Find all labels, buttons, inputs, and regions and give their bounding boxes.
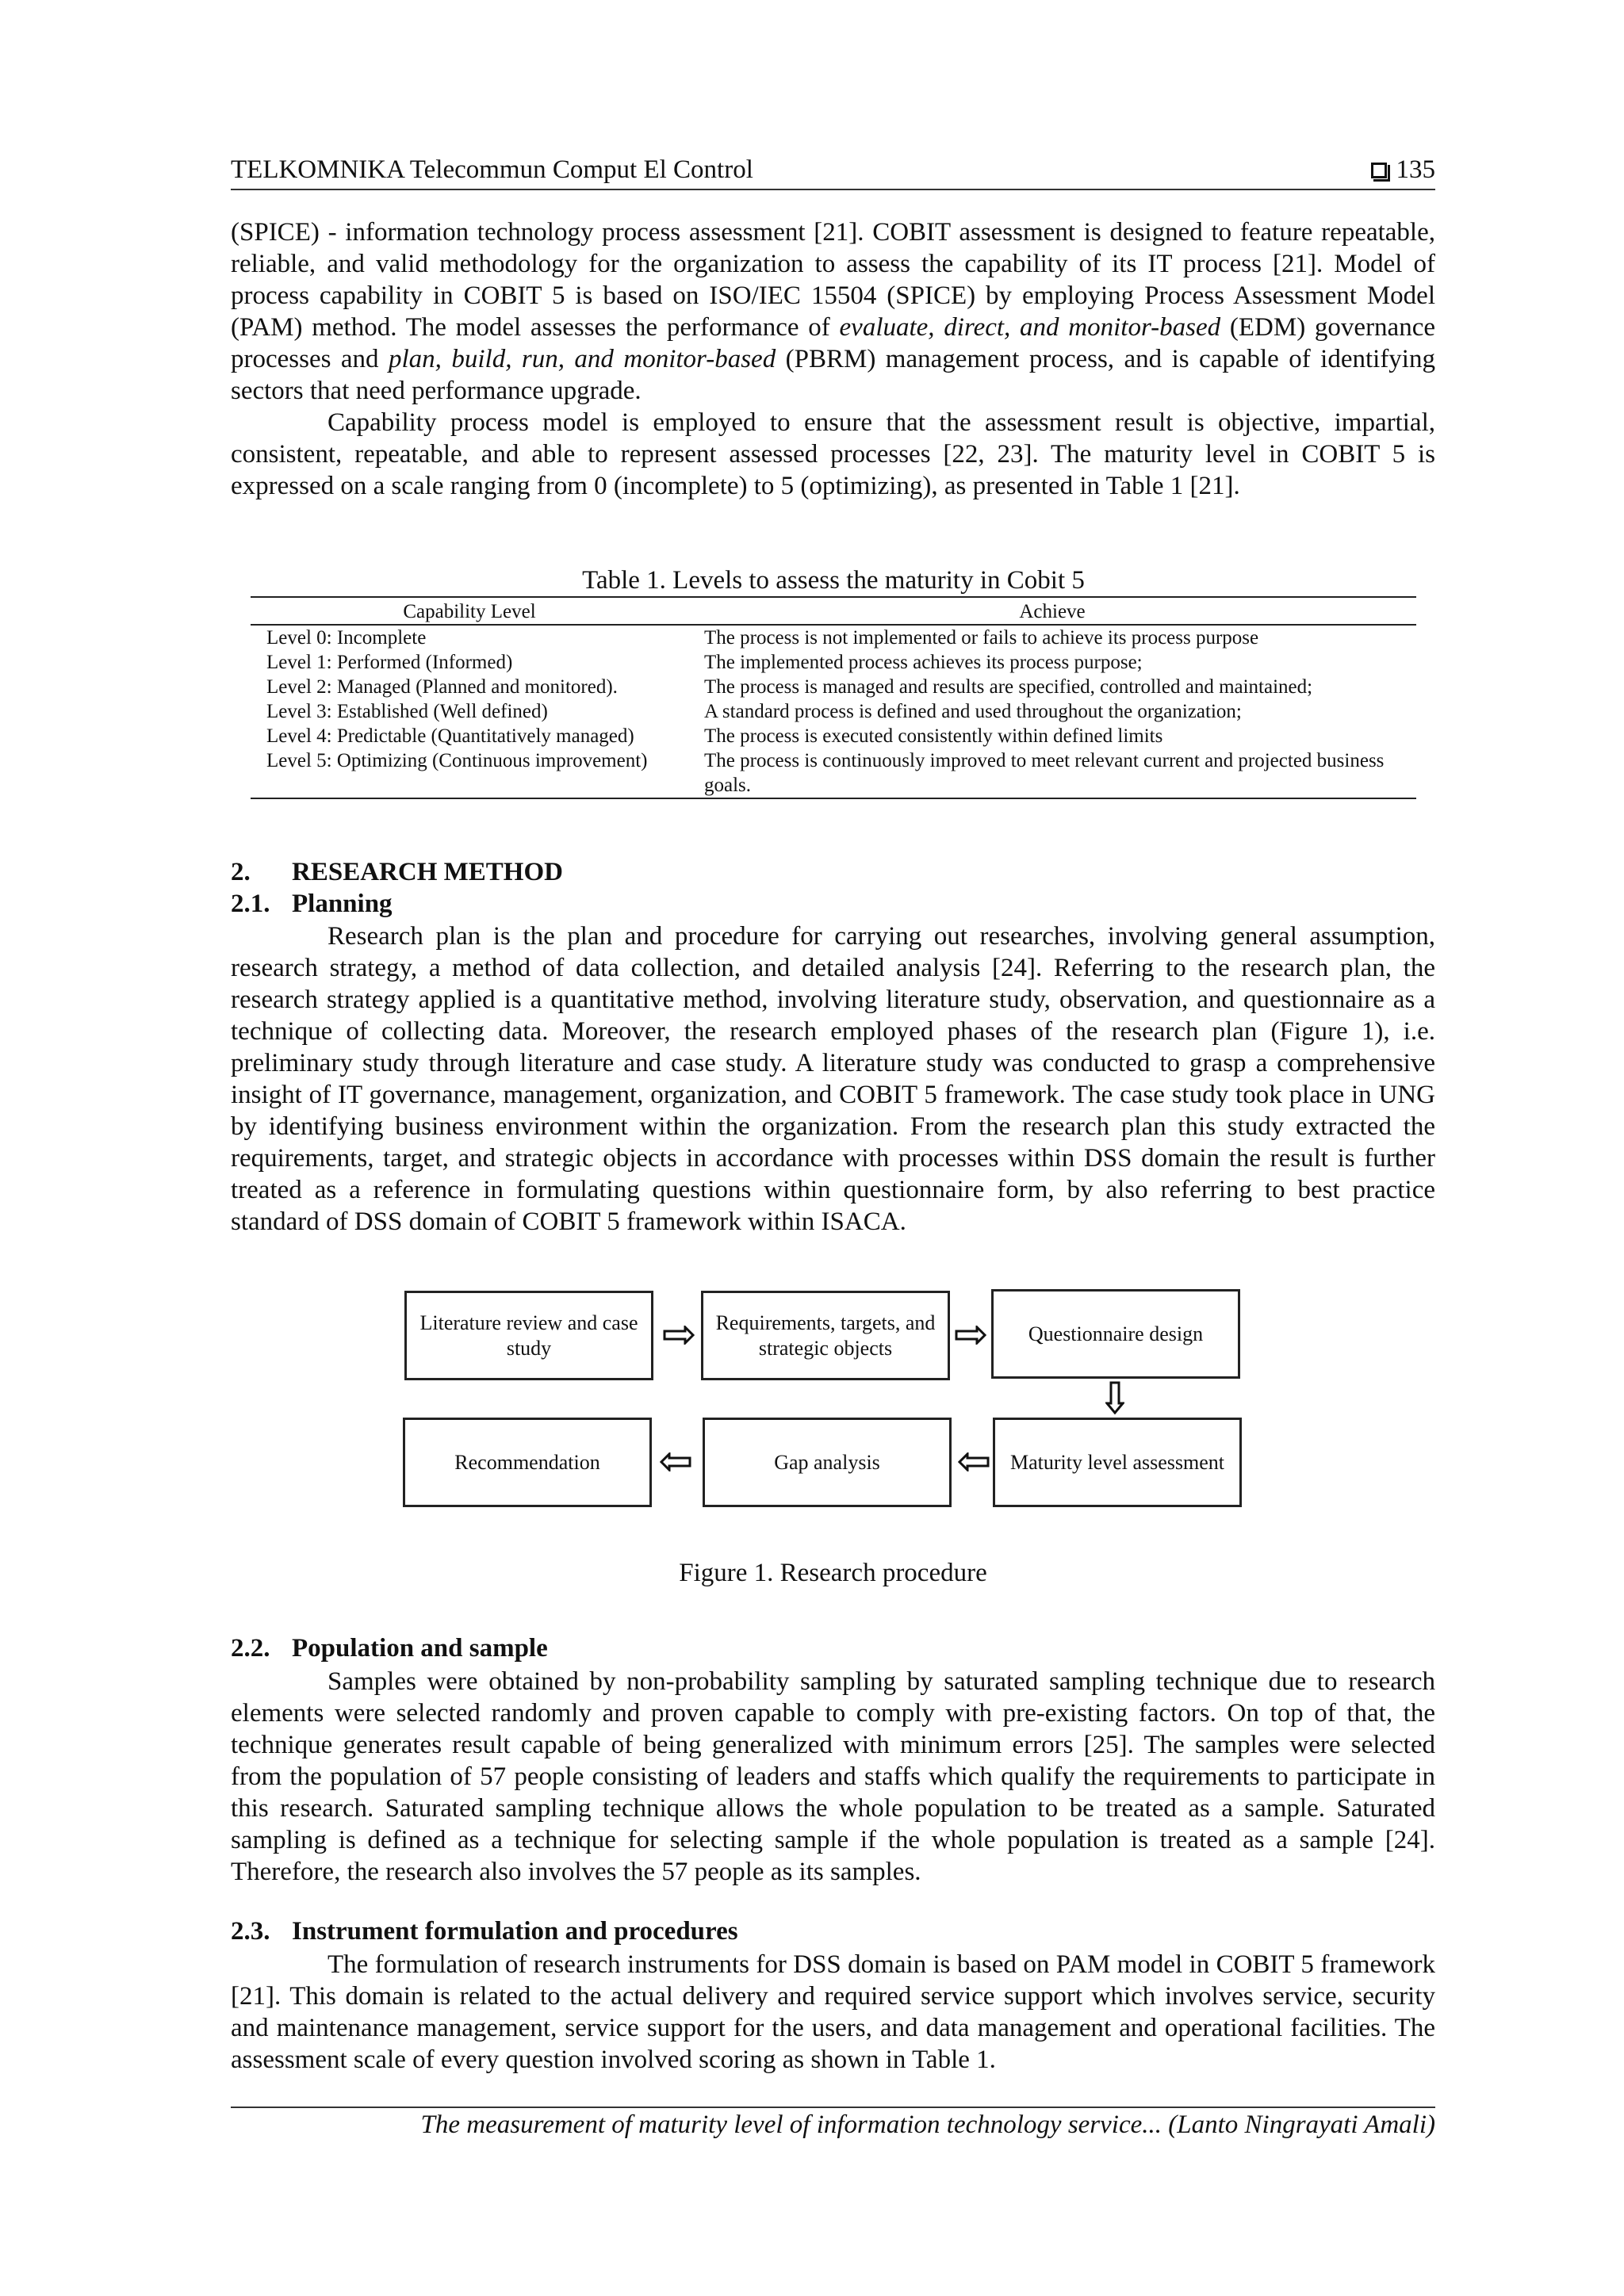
intro-paragraph-1: [231, 216, 1435, 407]
intro-p1-text-a: (SPICE) - information technology process assessment [21]. COBIT assessment is designed to feature repeatable, reliable, and valid methodology for the organization to assess the capability of its IT process [21]. Model of process capability in COBIT 5 is based on ISO/IEC 15504 (SPICE) by employing Process Assessment Model (PAM) method. The model assesses the performance of: [231, 218, 1435, 342]
section-2-3-number: 2.3.: [231, 1917, 270, 1946]
table-cell-level: Level 3: Established (Well defined): [266, 701, 548, 722]
instrument-paragraph: The formulation of research instruments for DSS domain is based on PAM model in COBIT 5 framework [21]. This domain is related to the actual delivery and required service support which involves service, security and maintenance management, service support for the users, and data management and operational facilities. The assessment scale of every question involved scoring as shown in Table 1.: [231, 1950, 1435, 2074]
section-2-1-title: Planning: [292, 890, 393, 918]
box-questionnaire-design: Questionnaire design: [991, 1289, 1240, 1379]
table-cell-level: Level 0: Incomplete: [266, 627, 427, 649]
footer-rule: [231, 2107, 1435, 2108]
table-cell-achieve: The process is managed and results are specified, controlled and maintained;: [704, 676, 1313, 698]
box-requirements: Requirements, targets, and strategic objects: [701, 1291, 950, 1380]
table-cell-level: Level 1: Performed (Informed): [266, 652, 513, 673]
arrow-left-icon: [958, 1452, 990, 1471]
table-row: [251, 748, 1416, 798]
arrow-right-icon: [663, 1326, 695, 1345]
box-maturity-assessment: Maturity level assessment: [993, 1418, 1242, 1507]
section-2-2-heading: [231, 1634, 548, 1663]
section-2-2-title: Population and sample: [292, 1634, 548, 1663]
section-2-1-number: 2.1.: [231, 890, 270, 918]
section-2-3-title: Instrument formulation and procedures: [292, 1917, 738, 1946]
table-cell-achieve: The process is executed consistently within defined limits: [704, 725, 1163, 747]
table-cell-achieve: The process is not implemented or fails to achieve its process purpose: [704, 627, 1259, 649]
population-paragraph: Samples were obtained by non-probability sampling by saturated sampling technique due to research elements were selected randomly and proven capable to comply with pre-existing factors. On top of that, the technique generates result capable of being generalized with minimum errors [25]. The samples were selected from the population of 57 people consisting of leaders and staffs which qualify the requirements to participate in this research. Saturated sampling technique allows the whole population to be treated as a sample. Saturated sampling is defined as a technique for selecting sample if the whole population is treated as a sample [24]. Therefore, the research also involves the 57 people as its samples.: [231, 1667, 1435, 1886]
figure-caption: Figure 1. Research procedure: [679, 1559, 987, 1587]
page-number: 135: [1396, 155, 1435, 184]
table-cell-level: Level 2: Managed (Planned and monitored).: [266, 676, 618, 698]
journal-title: TELKOMNIKA Telecommun Comput El Control: [231, 155, 753, 184]
table-cell-achieve: The implemented process achieves its process purpose;: [704, 652, 1143, 673]
planning-paragraph: Research plan is the plan and procedure for carrying out researches, involving general assumption, research strategy, a method of data collection, and detailed analysis [24]. Referring to the research plan, the research strategy applied is a quantitative method, involving literature study, observation, and questionnaire as a technique of collecting data. Moreover, the research employed phases of the research plan (Figure 1), i.e. preliminary study through literature and case study. A literature study was conducted to grasp a comprehensive insight of IT governance, management, organization, and COBIT 5 framework. The case study took place in UNG by identifying business environment within the organization. From the research plan this study extracted the requirements, target, and strategic objects in accordance with processes within DSS domain the result is further treated as a reference in formulating questions within questionnaire form, by also referring to best practice standard of DSS domain of COBIT 5 framework within ISACA.: [231, 922, 1435, 1236]
section-2-2-number: 2.2.: [231, 1634, 270, 1663]
table-row: [251, 724, 1416, 748]
table-cell-level: Level 5: Optimizing (Continuous improvement): [251, 748, 688, 798]
table-cell-level: Level 4: Predictable (Quantitatively managed): [266, 725, 634, 747]
page-number-group: [1371, 155, 1436, 185]
table-row: [251, 699, 1416, 724]
table-row: [251, 650, 1416, 675]
table-cell-achieve: A standard process is defined and used throughout the organization;: [704, 701, 1242, 722]
running-footer: The measurement of maturity level of information technology service... (Lanto Ningrayati Amali): [420, 2110, 1435, 2139]
intro-p1-italic-pbrm: plan, build, run, and monitor-based: [389, 345, 776, 373]
box-gap-analysis: Gap analysis: [703, 1418, 952, 1507]
intro-p1-text-c: (PBRM) management process, and is capable of identifying sectors that need performance upgrade.: [231, 345, 1435, 405]
table-caption: Table 1. Levels to assess the maturity in Cobit 5: [582, 566, 1085, 595]
arrow-down-icon: [1105, 1381, 1124, 1414]
box-bullet-icon: [1371, 163, 1387, 178]
intro-paragraph-2: Capability process model is employed to ensure that the assessment result is objective, impartial, consistent, repeatable, and able to represent assessed processes [22, 23]. The maturity level in COBIT 5 is expressed on a scale ranging from 0 (incomplete) to 5 (optimizing), as presented in Table 1 [21].: [231, 408, 1435, 500]
section-2-3-heading: [231, 1917, 738, 1946]
table-header-achieve: Achieve: [688, 597, 1416, 625]
section-2-number: 2.: [231, 858, 251, 886]
section-2-title: RESEARCH METHOD: [292, 858, 563, 886]
header-rule: [231, 189, 1435, 190]
section-2-1-heading: [231, 890, 393, 919]
table-cell-achieve: The process is continuously improved to meet relevant current and projected business goals.: [688, 748, 1416, 798]
table-header-capability: Capability Level: [251, 597, 688, 625]
table-row: [251, 675, 1416, 699]
table-row: [251, 625, 1416, 650]
maturity-table: [251, 596, 1416, 799]
intro-p1-italic-edm: evaluate, direct, and monitor-based: [839, 313, 1221, 342]
box-recommendation: Recommendation: [403, 1418, 652, 1507]
running-header: [231, 152, 1435, 189]
section-2-heading: [231, 858, 563, 887]
arrow-left-icon: [660, 1452, 691, 1471]
intro-p1-text-b: (EDM) governance processes and: [231, 313, 1435, 373]
table-header-row: [251, 597, 1416, 625]
arrow-right-icon: [955, 1326, 986, 1345]
box-literature-review: Literature review and case study: [404, 1291, 653, 1380]
